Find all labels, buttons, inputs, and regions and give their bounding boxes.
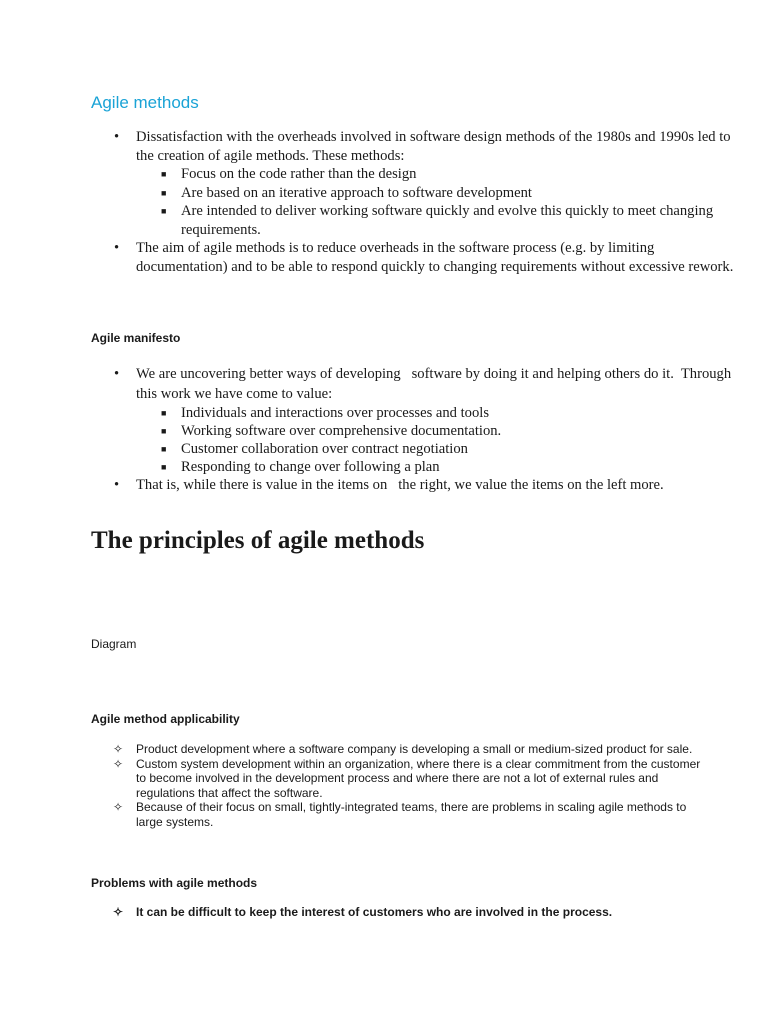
applicability-list [113, 742, 703, 830]
list-item [114, 128, 734, 239]
agile-manifesto-list [91, 364, 734, 495]
sub-list-item [136, 165, 734, 184]
square-bullet-icon: ■ [161, 444, 167, 454]
sub-list-item [136, 202, 734, 239]
list-item-text: That is, while there is value in the items on the right, we value the items on the left more. [136, 477, 664, 493]
sub-list-item [136, 422, 734, 440]
list-item [113, 800, 703, 829]
agile-methods-list [91, 128, 734, 276]
agile-methods-heading: Agile methods [91, 93, 199, 112]
bullet-icon: • [114, 366, 120, 382]
bullet-icon: • [114, 129, 120, 145]
sub-list-item-text: Focus on the code rather than the design [181, 166, 417, 182]
sub-list [136, 404, 734, 476]
problems-list [113, 905, 703, 920]
problems-heading: Problems with agile methods [91, 876, 258, 890]
square-bullet-icon: ■ [161, 187, 167, 198]
agile-manifesto-list-block [0, 364, 768, 495]
list-item-text: Product development where a software company is developing a small or medium-sized product for sale. [136, 742, 693, 756]
applicability-heading: Agile method applicability [91, 712, 240, 726]
list-item-text: The aim of agile methods is to reduce overheads in the software process (e.g. by limiting documentation) and to be able to respond quickly to changing requirements without excessive rework. [136, 240, 734, 275]
list-item-text: Custom system development within an organization, where there is a clear commitment from the customer to become involved in the development process and where there are not a lot of external rules and regulations that affect the software. [136, 756, 701, 800]
sub-list-item-text: Are intended to deliver working software quickly and evolve this quickly to meet changing requirements. [181, 203, 714, 238]
agile-methods-list-block [0, 128, 768, 276]
list-item [114, 239, 734, 276]
list-item [113, 757, 703, 801]
diamond-bullet-icon: ✧ [113, 800, 124, 815]
sub-list-item-text: Responding to change over following a plan [181, 459, 440, 475]
bullet-icon: • [114, 477, 120, 493]
square-bullet-icon: ■ [161, 462, 167, 472]
square-bullet-icon: ■ [161, 426, 167, 436]
sub-list-item [136, 458, 734, 476]
agile-manifesto-heading: Agile manifesto [91, 331, 181, 345]
sub-list-item [136, 440, 734, 458]
principles-heading: The principles of agile methods [91, 527, 425, 554]
list-item-text: It can be difficult to keep the interest of customers who are involved in the process. [136, 905, 613, 919]
list-item-text: Because of their focus on small, tightly-integrated teams, there are problems in scaling agile methods to large systems. [136, 800, 687, 829]
square-bullet-icon: ■ [161, 206, 167, 216]
sub-list-item-text: Individuals and interactions over processes and tools [181, 405, 490, 421]
sub-list-item-text: Are based on an iterative approach to software development [181, 184, 532, 201]
list-item-text: Dissatisfaction with the overheads involved in software design methods of the 1980s and 1990s led to the creation of agile methods. These methods: [136, 129, 731, 164]
sub-list-item [136, 184, 734, 203]
diamond-bullet-icon: ✧ [113, 905, 124, 919]
list-item [113, 905, 703, 920]
square-bullet-icon: ■ [161, 408, 167, 418]
list-item [113, 742, 703, 757]
list-item [114, 476, 734, 495]
diamond-bullet-icon: ✧ [113, 742, 124, 756]
bullet-icon: • [114, 240, 120, 256]
sub-list-item [136, 404, 734, 422]
list-item [114, 364, 735, 476]
sub-list-item-text: Working software over comprehensive documentation. [181, 423, 502, 439]
square-bullet-icon: ■ [161, 169, 167, 179]
sub-list-item-text: Customer collaboration over contract negotiation [181, 441, 468, 457]
diamond-bullet-icon: ✧ [113, 756, 124, 771]
list-item-text: We are uncovering better ways of developing software by doing it and helping others do it. Through this work we have come to value: [136, 366, 735, 402]
diagram-placeholder-label: Diagram [91, 637, 137, 651]
sub-list [136, 165, 734, 239]
